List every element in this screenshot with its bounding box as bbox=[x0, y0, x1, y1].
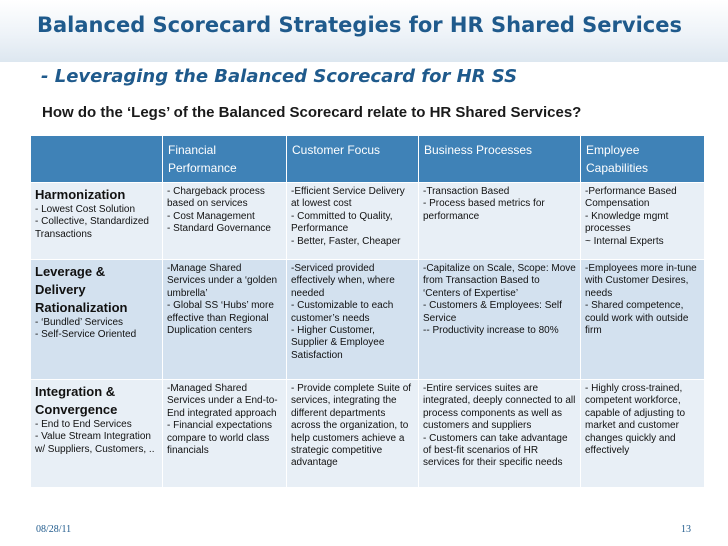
row-title: Harmonization bbox=[35, 187, 126, 202]
slide-title: Balanced Scorecard Strategies for HR Shared Services bbox=[37, 13, 682, 37]
header-financial-performance: Financial Performance bbox=[163, 136, 287, 183]
cell-financial bbox=[163, 183, 287, 260]
cell-text: - Customers can take advantage of best-fit scenarios of HR services for their specific needs bbox=[423, 432, 568, 469]
scorecard-table bbox=[30, 135, 705, 488]
row-subtitle: - ‘Bundled’ Services bbox=[35, 317, 124, 328]
cell-text: -Employees more in-tune with Customer Desires, needs bbox=[585, 263, 697, 299]
cell-process bbox=[419, 380, 581, 488]
cell-customer bbox=[287, 260, 419, 380]
cell-employee bbox=[581, 260, 705, 380]
header-empty-cell bbox=[31, 136, 163, 183]
cell-text: -Manage Shared Services under a ‘golden umbrella’ bbox=[167, 263, 278, 299]
table-row-integration-convergence bbox=[31, 380, 705, 488]
cell-text: -Performance Based Compensation bbox=[585, 186, 677, 210]
cell-text: -Capitalize on Scale, Scope: Move from Transaction Based to ‘Centers of Expertise’ bbox=[423, 263, 576, 299]
cell-text: - Highly cross-trained, competent workforce, capable of adjusting to market and customer changes quickly and effectively bbox=[585, 383, 686, 457]
cell-text: -Efficient Service Delivery at lowest cost bbox=[291, 186, 405, 210]
header-business-processes: Business Processes bbox=[419, 136, 581, 183]
header-customer-focus: Customer Focus bbox=[287, 136, 419, 183]
cell-text: - Better, Faster, Cheaper bbox=[291, 235, 401, 247]
cell-text: - Committed to Quality, Performance bbox=[291, 210, 393, 235]
table-row-harmonization bbox=[31, 183, 705, 260]
cell-text: - Cost Management bbox=[167, 210, 255, 222]
row-subtitle: - Lowest Cost Solution bbox=[35, 204, 136, 215]
slide-question: How do the ‘Legs’ of the Balanced Scorecard relate to HR Shared Services? bbox=[42, 104, 582, 121]
row-subtitle: - Self-Service Oriented bbox=[35, 329, 137, 341]
cell-text: - Standard Governance bbox=[167, 223, 271, 235]
cell-text: - Customers & Employees: Self Service bbox=[423, 300, 562, 324]
cell-process bbox=[419, 260, 581, 380]
cell-financial bbox=[163, 380, 287, 488]
slide-subtitle: - Leveraging the Balanced Scorecard for HR SS bbox=[41, 66, 518, 87]
cell-customer bbox=[287, 183, 419, 260]
row-header-cell bbox=[31, 380, 163, 488]
cell-text: - Knowledge mgmt processes bbox=[585, 210, 669, 235]
cell-text: - Global SS ‘Hubs’ more effective than Regional Duplication centers bbox=[167, 300, 274, 337]
cell-text: - Chargeback process based on services bbox=[167, 186, 265, 210]
cell-text: - Higher Customer, Supplier & Employee Satisfaction bbox=[291, 325, 385, 361]
cell-text: - Process based metrics for performance bbox=[423, 198, 545, 222]
row-subtitle: - End to End Services bbox=[35, 419, 132, 430]
cell-text: - Shared competence, could work with outside firm bbox=[585, 300, 689, 337]
row-header-cell bbox=[31, 183, 163, 260]
row-subtitle: - Collective, Standardized Transactions bbox=[35, 216, 149, 240]
row-subtitle: - Value Stream Integration w/ Suppliers, Customers, .. bbox=[35, 431, 155, 455]
cell-financial bbox=[163, 260, 287, 380]
cell-text: -- Productivity increase to 80% bbox=[423, 325, 559, 337]
cell-text: -Managed Shared Services under a End-to-End integrated approach bbox=[167, 383, 278, 419]
cell-text: - Financial expectations compare to world class financials bbox=[167, 420, 273, 457]
row-title: Integration & Convergence bbox=[35, 384, 118, 417]
cell-customer bbox=[287, 380, 419, 488]
footer-date: 08/28/11 bbox=[36, 524, 72, 535]
table-header-row bbox=[31, 136, 705, 183]
cell-text: ~ Internal Experts bbox=[585, 235, 664, 247]
header-employee-capabilities: Employee Capabilities bbox=[581, 136, 705, 183]
cell-process bbox=[419, 183, 581, 260]
cell-employee bbox=[581, 183, 705, 260]
cell-employee bbox=[581, 380, 705, 488]
row-title: Leverage & Delivery Rationalization bbox=[35, 264, 128, 315]
cell-text: -Entire services suites are integrated, deeply connected to all process components as well as customers and suppliers bbox=[423, 383, 576, 432]
cell-text: -Serviced provided effectively when, where needed bbox=[291, 263, 395, 299]
cell-text: - Customizable to each customer’s needs bbox=[291, 300, 394, 324]
row-header-cell bbox=[31, 260, 163, 380]
cell-text: -Transaction Based bbox=[423, 186, 510, 197]
cell-text: - Provide complete Suite of services, integrating the different departments across the organization, to help customers achieve a strategic competitive advantage bbox=[291, 383, 412, 469]
page-number: 13 bbox=[681, 524, 691, 535]
table-row-leverage-delivery bbox=[31, 260, 705, 380]
